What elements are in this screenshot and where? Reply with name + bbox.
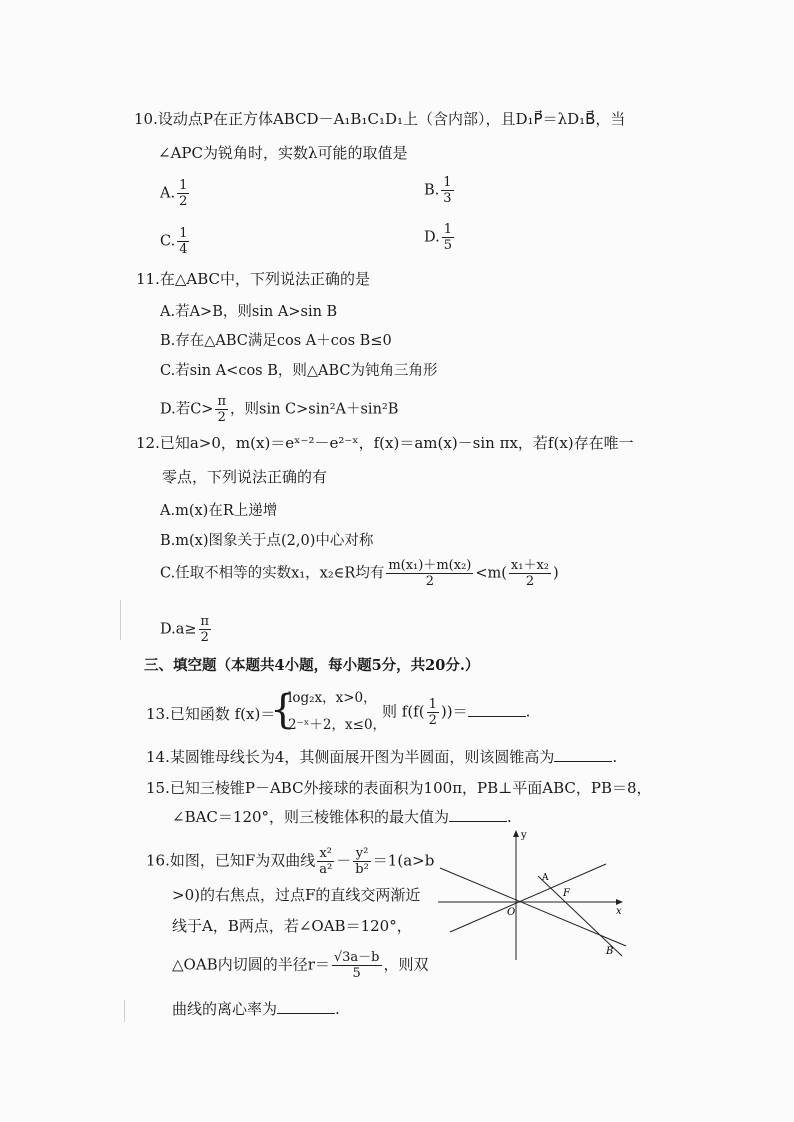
option-text-pre: C.任取不相等的实数x₁，x₂∈R均有 (160, 565, 385, 582)
q16-text-post: ，则双 (383, 955, 429, 974)
period: . (612, 748, 618, 766)
option-fraction (215, 394, 228, 425)
q16-text-pre: 16.如图，已知F为双曲线 (146, 851, 316, 870)
q11-option-a[interactable]: A.若A>B，则sin A>sin B (160, 304, 338, 320)
fraction-denominator: a² (319, 862, 333, 877)
q16-line1 (146, 846, 434, 877)
fraction-numerator: x₁＋x₂ (510, 558, 550, 573)
option-text-mid: <m( (475, 565, 507, 582)
fraction-numerator: m(x₁)＋m(x₂) (388, 558, 472, 573)
option-letter: A. (160, 185, 176, 202)
option-text-post: ，则sin C>sin²A＋sin²B (230, 401, 399, 418)
option-fraction (177, 178, 189, 209)
fraction-denominator: 2 (425, 574, 434, 589)
period: . (507, 808, 512, 826)
fraction-denominator: 2 (179, 194, 188, 209)
fraction-denominator: 5 (443, 238, 452, 253)
period: . (335, 1000, 340, 1018)
expression-pre: 则 f(f( (382, 702, 425, 721)
q13-case2: 2⁻ˣ＋2，x≤0， (288, 717, 387, 733)
q12-option-a[interactable]: A.m(x)在R上递增 (160, 503, 278, 519)
fraction-numerator: π (200, 614, 210, 629)
fraction-denominator: 2 (217, 410, 226, 425)
origin-label: O (507, 907, 516, 918)
scan-mark (120, 600, 121, 640)
q11-option-b[interactable]: B.存在△ABC满足cos A＋cos B≤0 (160, 333, 392, 349)
answer-blank[interactable] (277, 1001, 335, 1014)
point-b-label: B (606, 946, 614, 957)
q12-line2: 零点，下列说法正确的有 (162, 468, 328, 486)
hyperbola-figure (430, 828, 630, 963)
period: . (525, 702, 531, 721)
q14-text: 14.某圆锥母线长为4，其侧面展开图为半圆面，则该圆锥高为 (146, 748, 555, 766)
q10-option-b[interactable] (424, 175, 456, 206)
fraction-denominator: 5 (352, 966, 361, 981)
option-text-post: ) (553, 565, 559, 582)
q10-line2: ∠APC为锐角时，实数λ可能的取值是 (158, 144, 408, 162)
q16-line5 (172, 998, 340, 1020)
option-fraction-2 (509, 558, 551, 589)
q10-option-a[interactable] (160, 178, 191, 209)
q16-line4 (172, 950, 429, 981)
q13-expression (382, 697, 530, 728)
q12-line1: 12.已知a>0，m(x)＝eˣ⁻²－e²⁻ˣ，f(x)＝am(x)－sin πx，若f(x)存在唯一 (136, 434, 634, 452)
q15-line1: 15.已知三棱锥P－ABC外接球的表面积为100π，PB⊥平面ABC，PB＝8， (146, 779, 652, 797)
fraction-denominator: 3 (443, 191, 452, 206)
fraction-numerator: √3a－b (333, 950, 380, 965)
answer-blank[interactable] (468, 704, 526, 717)
option-fraction (441, 175, 453, 206)
q13-stem: 13.已知函数 f(x)＝ (146, 705, 276, 723)
fraction-numerator: 1 (443, 175, 452, 190)
fraction-denominator: 4 (179, 242, 188, 257)
option-fraction (199, 614, 212, 645)
point-a-label: A (542, 873, 549, 883)
fraction-numerator: 1 (428, 697, 437, 712)
x-label: x (616, 906, 622, 917)
q11-option-d[interactable] (160, 394, 398, 425)
option-text-pre: D.a≥ (160, 621, 197, 638)
q11-option-c[interactable]: C.若sin A<cos B，则△ABC为钝角三角形 (160, 363, 438, 379)
q16-fraction-1 (317, 846, 334, 877)
q16-line3: 线于A，B两点，若∠OAB＝120°， (172, 917, 412, 935)
q16-fraction-2 (353, 846, 371, 877)
option-letter: B. (424, 182, 440, 199)
q13-case1: log₂x，x>0， (288, 690, 377, 706)
expression-post: ))＝ (440, 702, 468, 721)
q12-option-b[interactable]: B.m(x)图象关于点(2,0)中心对称 (160, 533, 374, 549)
q16-line2: >0)的右焦点，过点F的直线交两渐近 (172, 886, 421, 904)
fraction-numerator: 1 (443, 222, 452, 237)
option-fraction (386, 558, 473, 589)
expression-fraction (427, 697, 439, 728)
asymptote-2 (450, 864, 606, 932)
answer-blank[interactable] (449, 809, 507, 822)
q12-option-c[interactable] (160, 558, 559, 589)
line-ab (538, 876, 622, 956)
fraction-numerator: y² (353, 846, 371, 862)
asymptote-1 (440, 868, 626, 946)
q10-option-c[interactable] (160, 226, 191, 257)
q16-text-pre: △OAB内切圆的半径r＝ (172, 955, 330, 974)
fraction-denominator: 2 (200, 630, 209, 645)
y-arrow-icon (513, 830, 519, 837)
piecewise-brace: { (270, 687, 296, 733)
fraction-denominator: 2 (525, 574, 535, 589)
q16-text-eq: ＝1(a>b (372, 851, 435, 870)
option-letter: D. (424, 229, 440, 246)
x-arrow-icon (616, 899, 623, 905)
option-fraction (442, 222, 454, 253)
point-f-label: F (563, 888, 570, 899)
q16-text: 曲线的离心率为 (172, 1000, 278, 1018)
option-text-pre: D.若C> (160, 401, 214, 418)
q10-option-d[interactable] (424, 222, 456, 253)
q15-line2 (172, 806, 512, 828)
fraction-denominator: b² (355, 862, 369, 877)
section-heading: 三、填空题（本题共4小题，每小题5分，共20分.） (144, 657, 480, 674)
q15-text: ∠BAC＝120°，则三棱锥体积的最大值为 (172, 808, 450, 826)
fraction-numerator: 1 (179, 226, 188, 241)
option-fraction (177, 226, 189, 257)
fraction-numerator: 1 (179, 178, 188, 193)
q12-option-d[interactable] (160, 614, 213, 645)
radius-fraction (332, 950, 382, 981)
q14-stem (146, 746, 617, 768)
scan-mark (124, 1000, 125, 1022)
answer-blank[interactable] (554, 749, 612, 762)
fraction-denominator: 2 (428, 713, 437, 728)
option-letter: C. (160, 233, 176, 250)
q10-line1: 10.设动点P在正方体ABCD－A₁B₁C₁D₁上（含内部），且D₁P⃗＝λD₁B⃗，当 (134, 110, 626, 128)
fraction-numerator: π (217, 394, 227, 409)
fraction-numerator: x² (317, 846, 334, 862)
q11-stem: 11.在△ABC中，下列说法正确的是 (136, 270, 371, 288)
y-label: y (521, 830, 527, 841)
minus-sign: － (336, 851, 352, 870)
